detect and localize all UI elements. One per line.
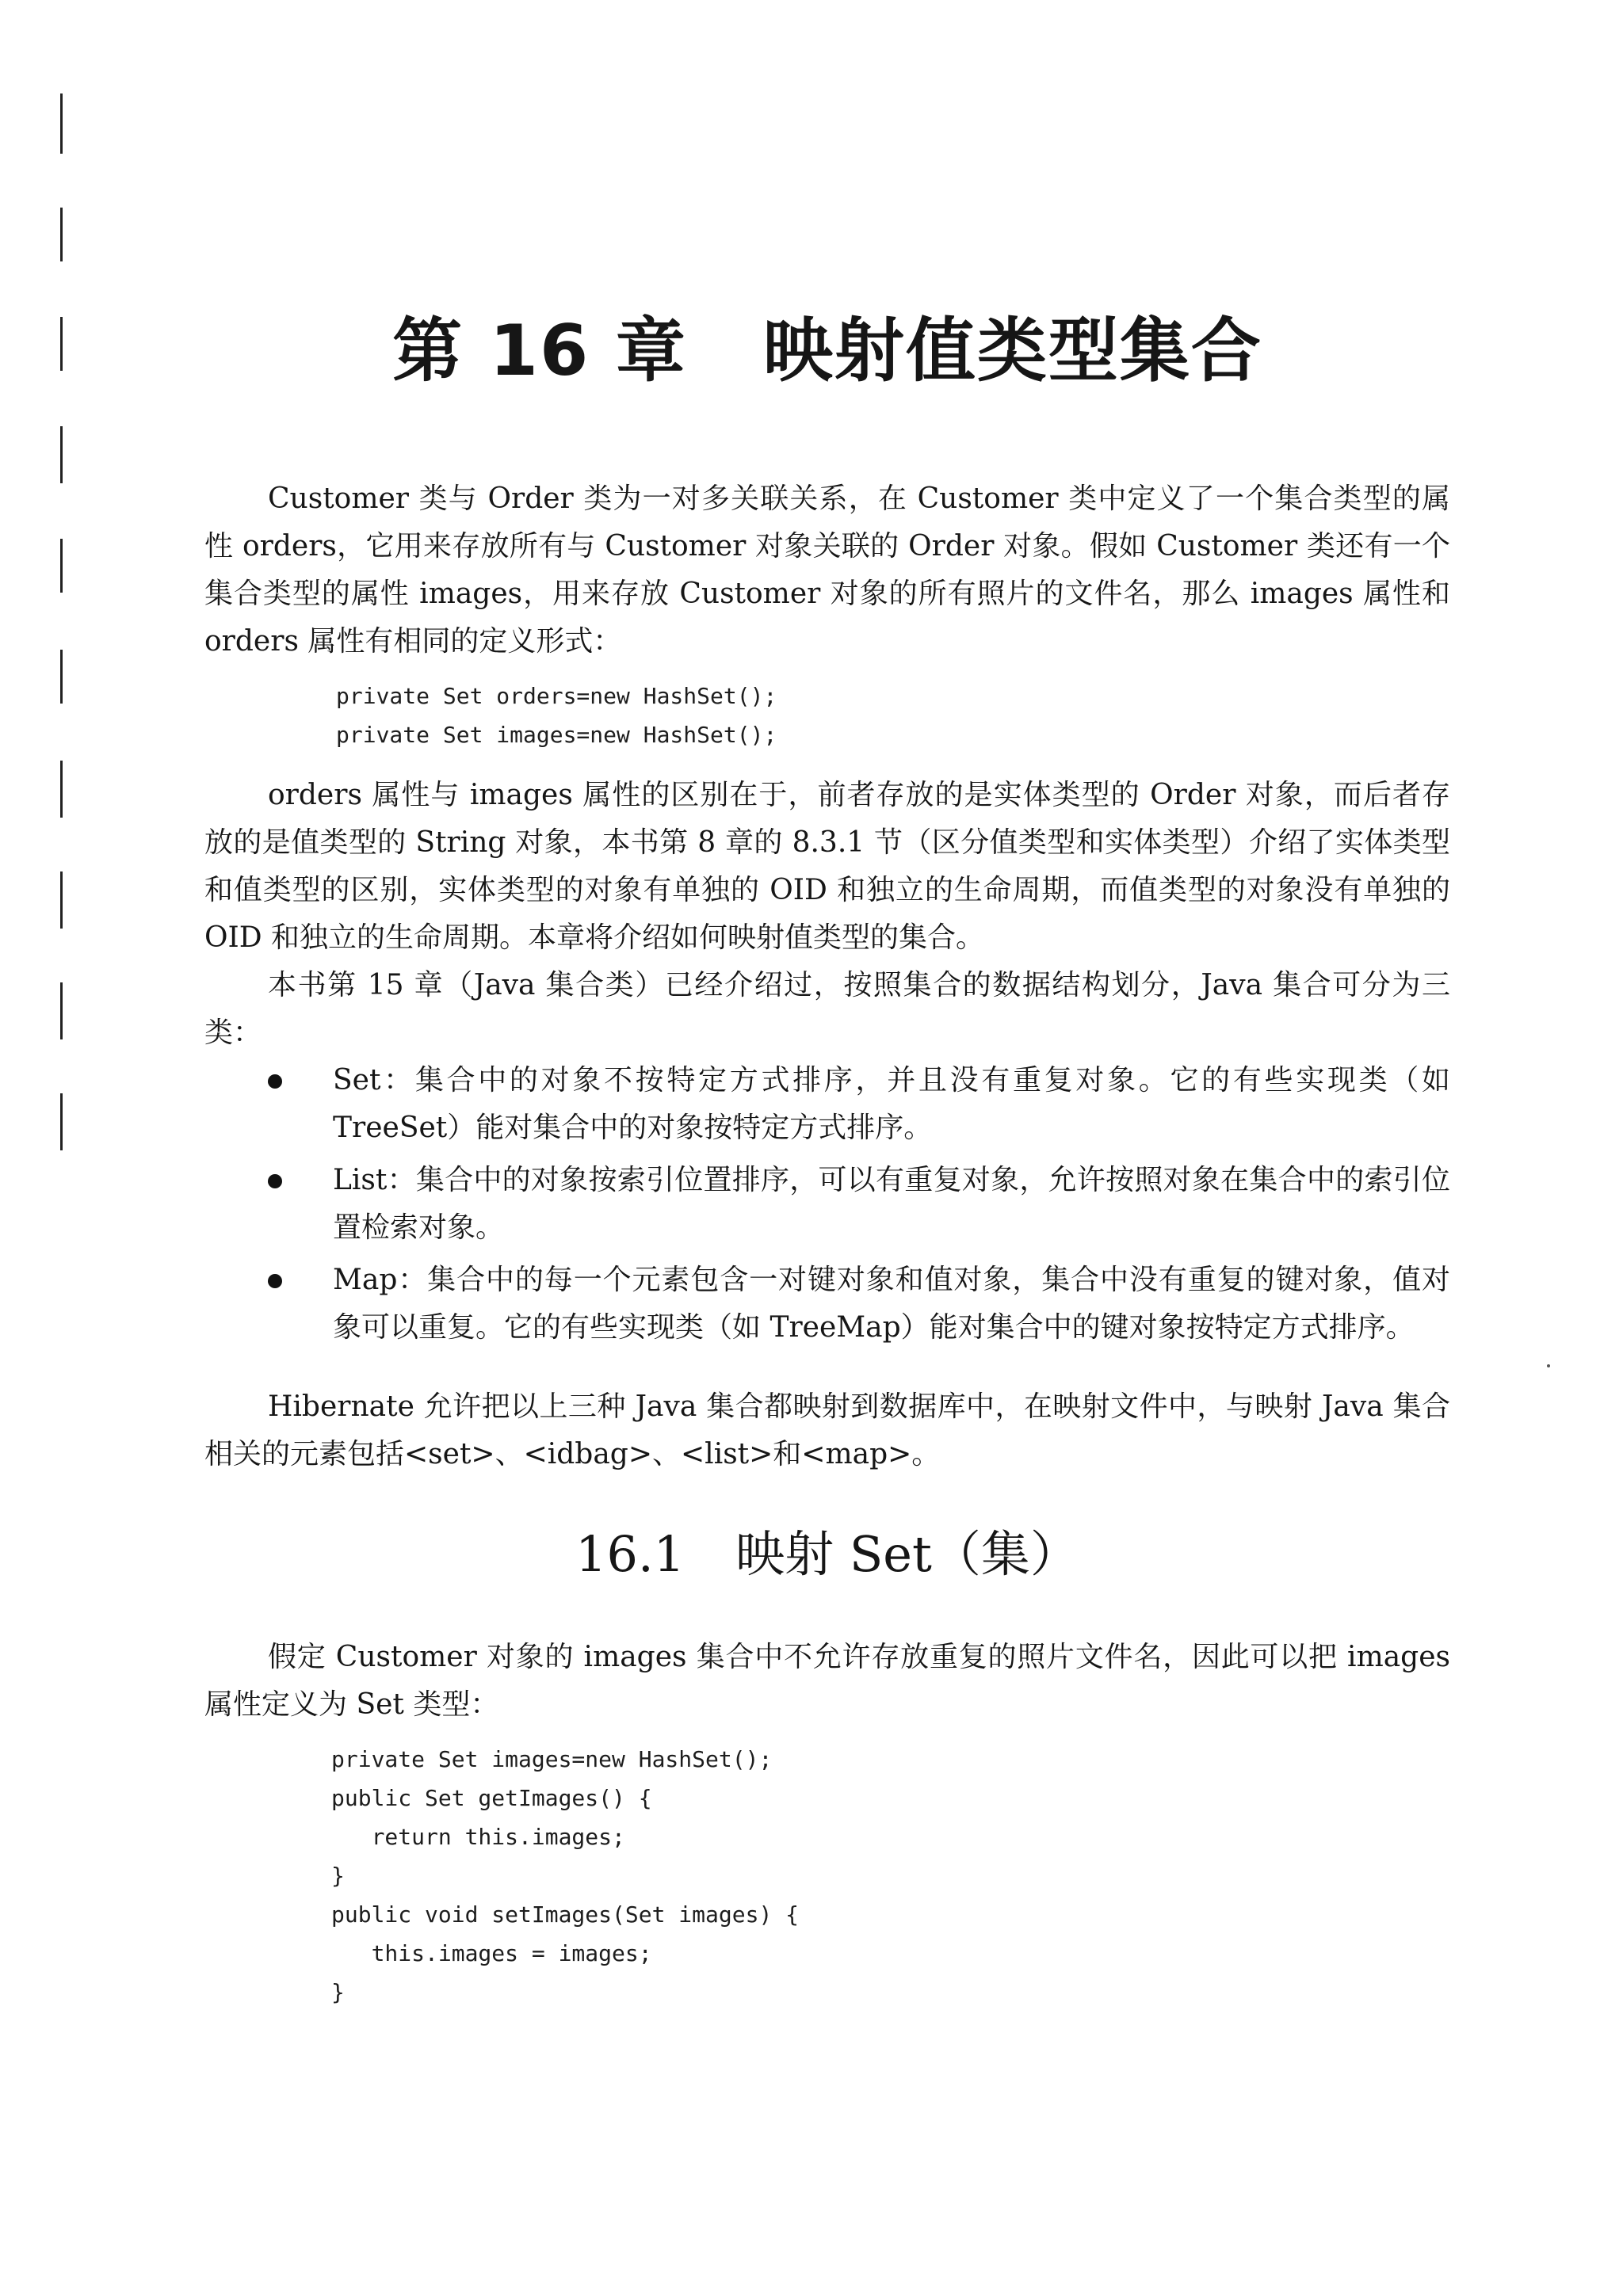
section-paragraph-1: 假定 Customer 对象的 images 集合中不允许存放重复的照片文件名，因此可以把 images 属性定义为 Set 类型：: [204, 1641, 1450, 1721]
list-item-text: Set：集合中的对象不按特定方式排序，并且没有重复对象。它的有些实现类（如 TreeSet）能对集合中的对象按特定方式排序。: [333, 1064, 1450, 1144]
chapter-title: [204, 299, 1450, 402]
code-line: this.images = images;: [331, 1940, 652, 1966]
margin-bar: [60, 93, 63, 154]
chapter-number: 第 16 章: [392, 310, 687, 391]
bullet-icon: [268, 1174, 282, 1188]
bullet-icon: [268, 1274, 282, 1288]
margin-bar: [60, 982, 63, 1039]
scan-speck: [1547, 1364, 1550, 1367]
code-line: private Set orders=new HashSet();: [336, 683, 777, 709]
intro-code-block: [336, 677, 777, 754]
intro-paragraph-2: orders 属性与 images 属性的区别在于，前者存放的是实体类型的 Order 对象，而后者存放的是值类型的 String 对象，本书第 8 章的 8.3.1 节（区分值类型和实体类型）介绍了实体类型和值类型的区别，实体类型的对象有单独的 OID 和独立的生命周期，而值类型的对象没有单独的 OID 和独立的生命周期。本章将介绍如何映射值类型的集合。: [204, 779, 1450, 954]
margin-bar: [60, 539, 63, 593]
list-item-text: List：集合中的对象按索引位置排序，可以有重复对象，允许按照对象在集合中的索引位置检索对象。: [333, 1164, 1450, 1244]
code-line: private Set images=new HashSet();: [331, 1746, 773, 1772]
list-item: [268, 1257, 1450, 1352]
list-item: [268, 1057, 1450, 1152]
intro-paragraph-4: Hibernate 允许把以上三种 Java 集合都映射到数据库中，在映射文件中，与映射 Java 集合相关的元素包括<set>、<idbag>、<list>和<map>。: [204, 1390, 1450, 1470]
margin-bar: [60, 426, 63, 483]
margin-bar: [60, 317, 63, 371]
code-line: }: [331, 1979, 345, 2005]
code-line: private Set images=new HashSet();: [336, 722, 777, 748]
code-line: public void setImages(Set images) {: [331, 1901, 800, 1928]
margin-bar: [60, 650, 63, 704]
list-item: [268, 1157, 1450, 1252]
list-item-text: Map：集合中的每一个元素包含一对键对象和值对象，集合中没有重复的键对象，值对象可以重复。它的有些实现类（如 TreeMap）能对集合中的键对象按特定方式排序。: [333, 1264, 1450, 1344]
section-code-block: [331, 1740, 799, 2012]
code-line: public Set getImages() {: [331, 1785, 652, 1811]
chapter-name: 映射值类型集合: [762, 310, 1262, 391]
margin-bar: [60, 1093, 63, 1150]
intro-paragraph-1: Customer 类与 Order 类为一对多关联关系，在 Customer 类中定义了一个集合类型的属性 orders，它用来存放所有与 Customer 对象关联的 Order 对象。假如 Customer 类还有一个集合类型的属性 images，用来存放 Customer 对象的所有照片的文件名，那么 images 属性和 orders 属性有相同的定义形式：: [204, 482, 1450, 658]
intro-paragraph-3: 本书第 15 章（Java 集合类）已经介绍过，按照集合的数据结构划分，Java 集合可分为三类：: [204, 969, 1450, 1049]
margin-bar: [60, 208, 63, 261]
section-name: 映射 Set（集）: [735, 1525, 1079, 1583]
margin-bar: [60, 871, 63, 929]
section-title: [204, 1515, 1450, 1594]
code-line: return this.images;: [331, 1824, 625, 1850]
code-line: }: [331, 1863, 345, 1889]
margin-bar: [60, 761, 63, 818]
bullet-icon: [268, 1074, 282, 1089]
section-number: 16.1: [575, 1525, 685, 1583]
